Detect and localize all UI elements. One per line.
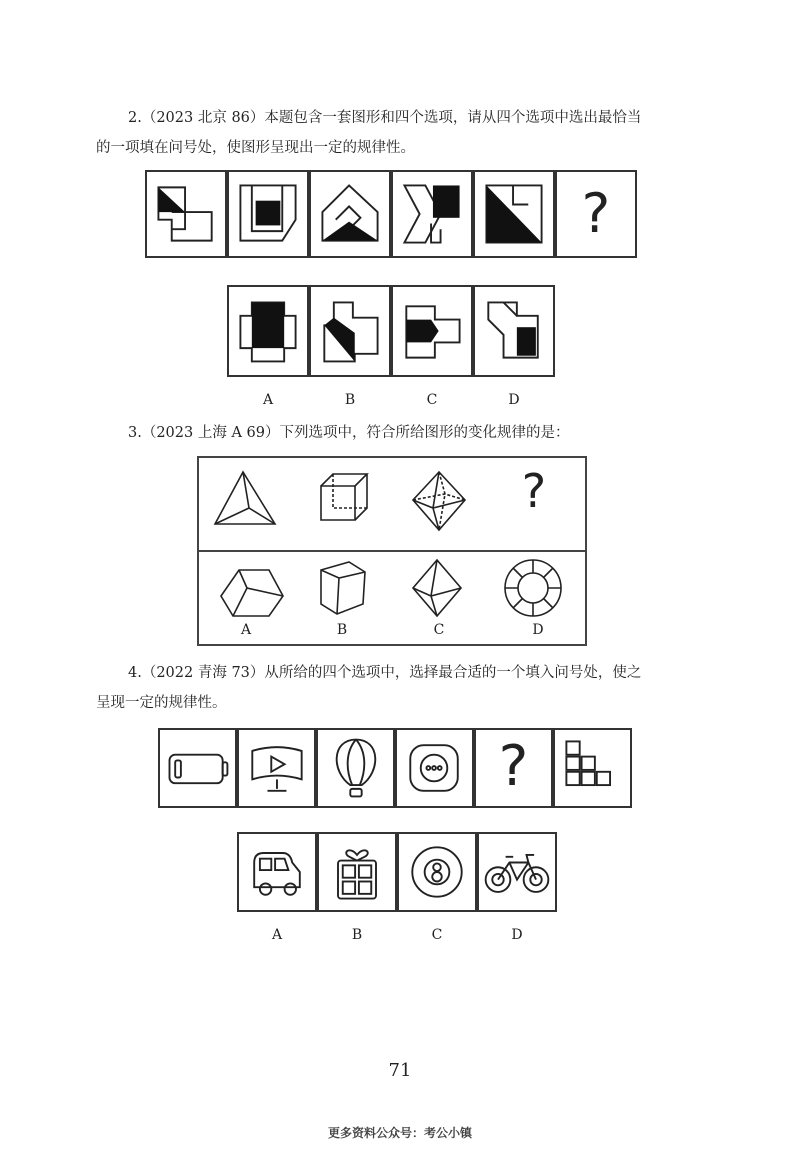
q2-option-label-d: D — [508, 392, 520, 408]
q4-option-c-ball-icon[interactable] — [397, 832, 477, 912]
q3-option-label-d[interactable]: D — [532, 622, 544, 638]
q4-option-d-bicycle-icon[interactable] — [477, 832, 557, 912]
q2-option-b-figure[interactable] — [309, 285, 391, 377]
q3-text-line1: 3.（2023 上海 A 69）下列选项中，符合所给图形的变化规律的是： — [128, 425, 570, 441]
q2-question-mark: ? — [581, 182, 611, 245]
q4-text-line2: 呈现一定的规律性。 — [96, 695, 227, 711]
q4-option-label-d: D — [511, 927, 523, 943]
q2-stem-figure-1 — [145, 170, 227, 258]
q2-stem-figure-5 — [473, 170, 555, 258]
page-number: 71 — [388, 1060, 412, 1081]
q2-option-d-figure[interactable] — [473, 285, 555, 377]
q2-option-label-a: A — [262, 392, 274, 408]
q2-option-label-b: B — [344, 392, 356, 408]
q2-option-a-figure[interactable] — [227, 285, 309, 377]
q4-stem-more-icon — [395, 728, 474, 808]
q4-option-b-gift-icon[interactable] — [317, 832, 397, 912]
q4-option-label-c: C — [431, 927, 443, 943]
q2-stem-figure-4 — [391, 170, 473, 258]
footer-text: 更多资料公众号：考公小镇 — [327, 1126, 472, 1140]
q4-stem-balloon-icon — [316, 728, 395, 808]
q3-figure-frame — [197, 456, 587, 646]
q4-stem-blocks-icon — [553, 728, 632, 808]
q4-option-label-a: A — [271, 927, 283, 943]
q4-stem-battery-icon — [158, 728, 237, 808]
q2-option-c-figure[interactable] — [391, 285, 473, 377]
q3-option-label-b[interactable]: B — [336, 622, 348, 638]
q3-option-label-a[interactable]: A — [240, 622, 252, 638]
q3-option-label-c[interactable]: C — [433, 622, 445, 638]
q4-question-mark-cell — [474, 728, 553, 808]
q2-text-line2: 的一项填在问号处，使图形呈现出一定的规律性。 — [96, 140, 415, 156]
q2-option-label-c: C — [426, 392, 438, 408]
q4-option-a-car-icon[interactable] — [237, 832, 317, 912]
q4-stem-monitor-icon — [237, 728, 316, 808]
q3-question-mark: ? — [521, 464, 547, 518]
q2-stem-figure-3 — [309, 170, 391, 258]
q4-text-line1: 4.（2022 青海 73）从所给的四个选项中，选择最合适的一个填入问号处，使之 — [128, 665, 642, 681]
q4-option-label-b: B — [351, 927, 363, 943]
q4-question-mark: ? — [498, 734, 529, 799]
q2-text-line1: 2.（2023 北京 86）本题包含一套图形和四个选项，请从四个选项中选出最恰当 — [128, 110, 642, 126]
q2-question-mark-cell — [555, 170, 637, 258]
q2-stem-figure-2 — [227, 170, 309, 258]
